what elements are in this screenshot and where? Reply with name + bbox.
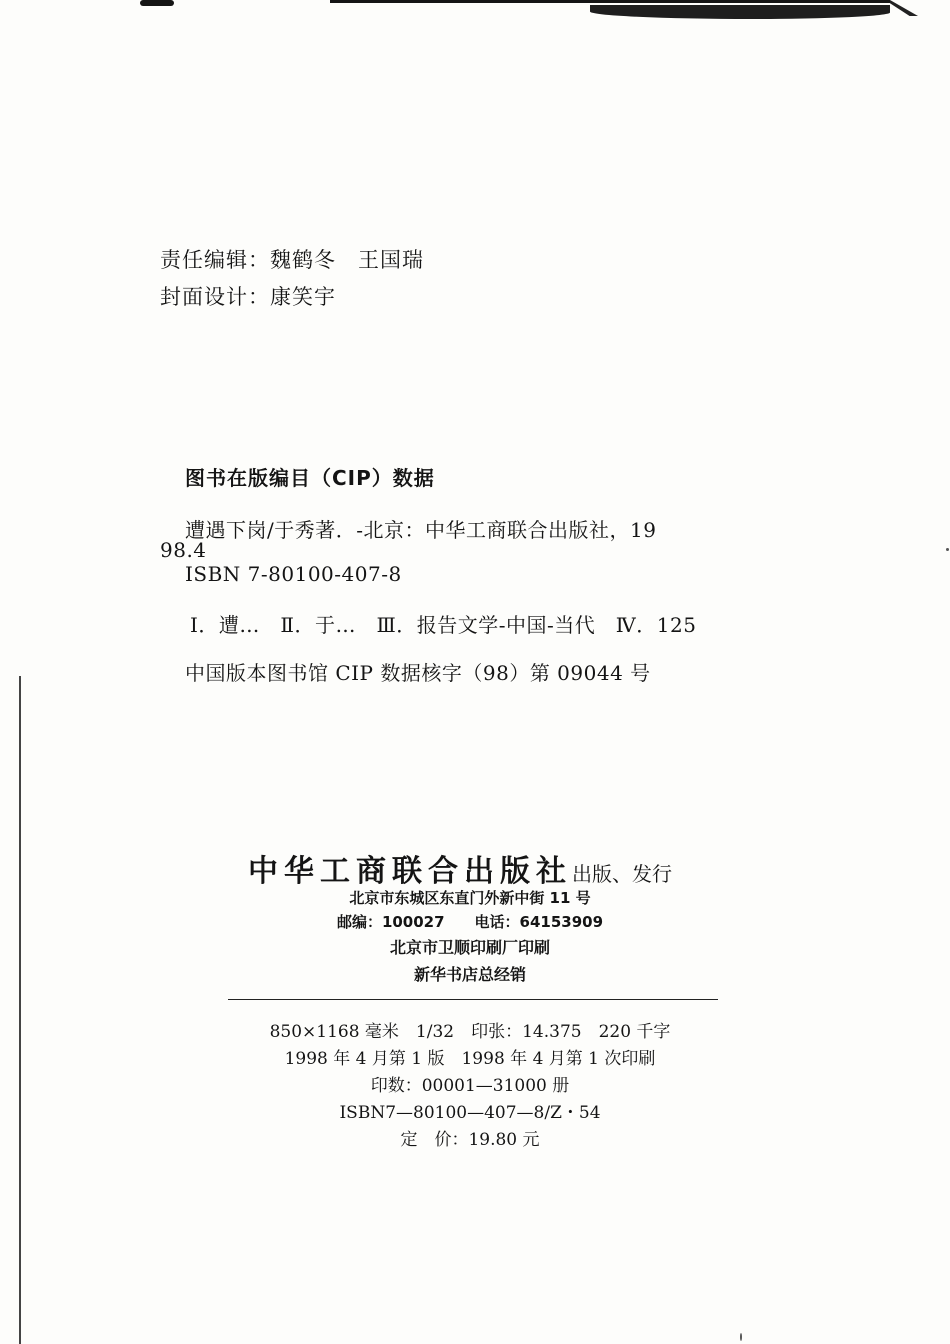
editor-label: 责任编辑： <box>160 248 270 272</box>
cover-name: 康笑宇 <box>270 285 336 309</box>
cover-design-line <box>160 281 336 311</box>
publisher-role: 出版、发行 <box>572 862 672 886</box>
spec-isbn: ISBN7—80100—407—8/Z・54 <box>339 1103 601 1123</box>
distributor: 新华书店总经销 <box>413 965 526 984</box>
publisher-line <box>180 846 740 890</box>
publisher-contact: 邮编：100027 电话：64153909 <box>336 913 604 931</box>
spec-price: 定 价：19.80 元 <box>400 1130 540 1150</box>
cip-number: 中国版本图书馆 CIP 数据核字（98）第 09044 号 <box>185 661 651 685</box>
cip-title: 图书在版编目（CIP）数据 <box>185 466 435 490</box>
page-edge-line <box>19 676 21 1344</box>
scan-mark <box>590 5 890 19</box>
cip-line-2: 98.4 <box>160 538 207 562</box>
speck <box>946 548 949 551</box>
printer: 北京市卫顺印刷厂印刷 <box>389 938 550 957</box>
cip-isbn: ISBN 7-80100-407-8 <box>185 562 402 586</box>
divider <box>228 999 718 1000</box>
spec-print-run: 印数：00001—31000 册 <box>370 1076 570 1096</box>
scan-mark <box>890 0 918 16</box>
scan-mark <box>330 0 890 3</box>
publisher-name: 中华工商联合出版社 <box>248 854 572 889</box>
spec-edition: 1998 年 4 月第 1 版 1998 年 4 月第 1 次印刷 <box>284 1049 656 1069</box>
scan-mark <box>140 0 174 6</box>
spec-format: 850×1168 毫米 1/32 印张：14.375 220 千字 <box>269 1022 671 1042</box>
editor-line <box>160 244 424 274</box>
cover-label: 封面设计： <box>160 285 270 309</box>
speck <box>740 1333 742 1341</box>
editor-names: 魏鹤冬 王国瑞 <box>270 248 424 272</box>
cip-line-1: 遭遇下岗/于秀著．-北京：中华工商联合出版社，19 <box>185 518 657 542</box>
cip-classification: Ⅰ．遭… Ⅱ．于… Ⅲ．报告文学-中国-当代 Ⅳ．125 <box>190 613 697 637</box>
publisher-address: 北京市东城区东直门外新中街 11 号 <box>349 889 591 907</box>
